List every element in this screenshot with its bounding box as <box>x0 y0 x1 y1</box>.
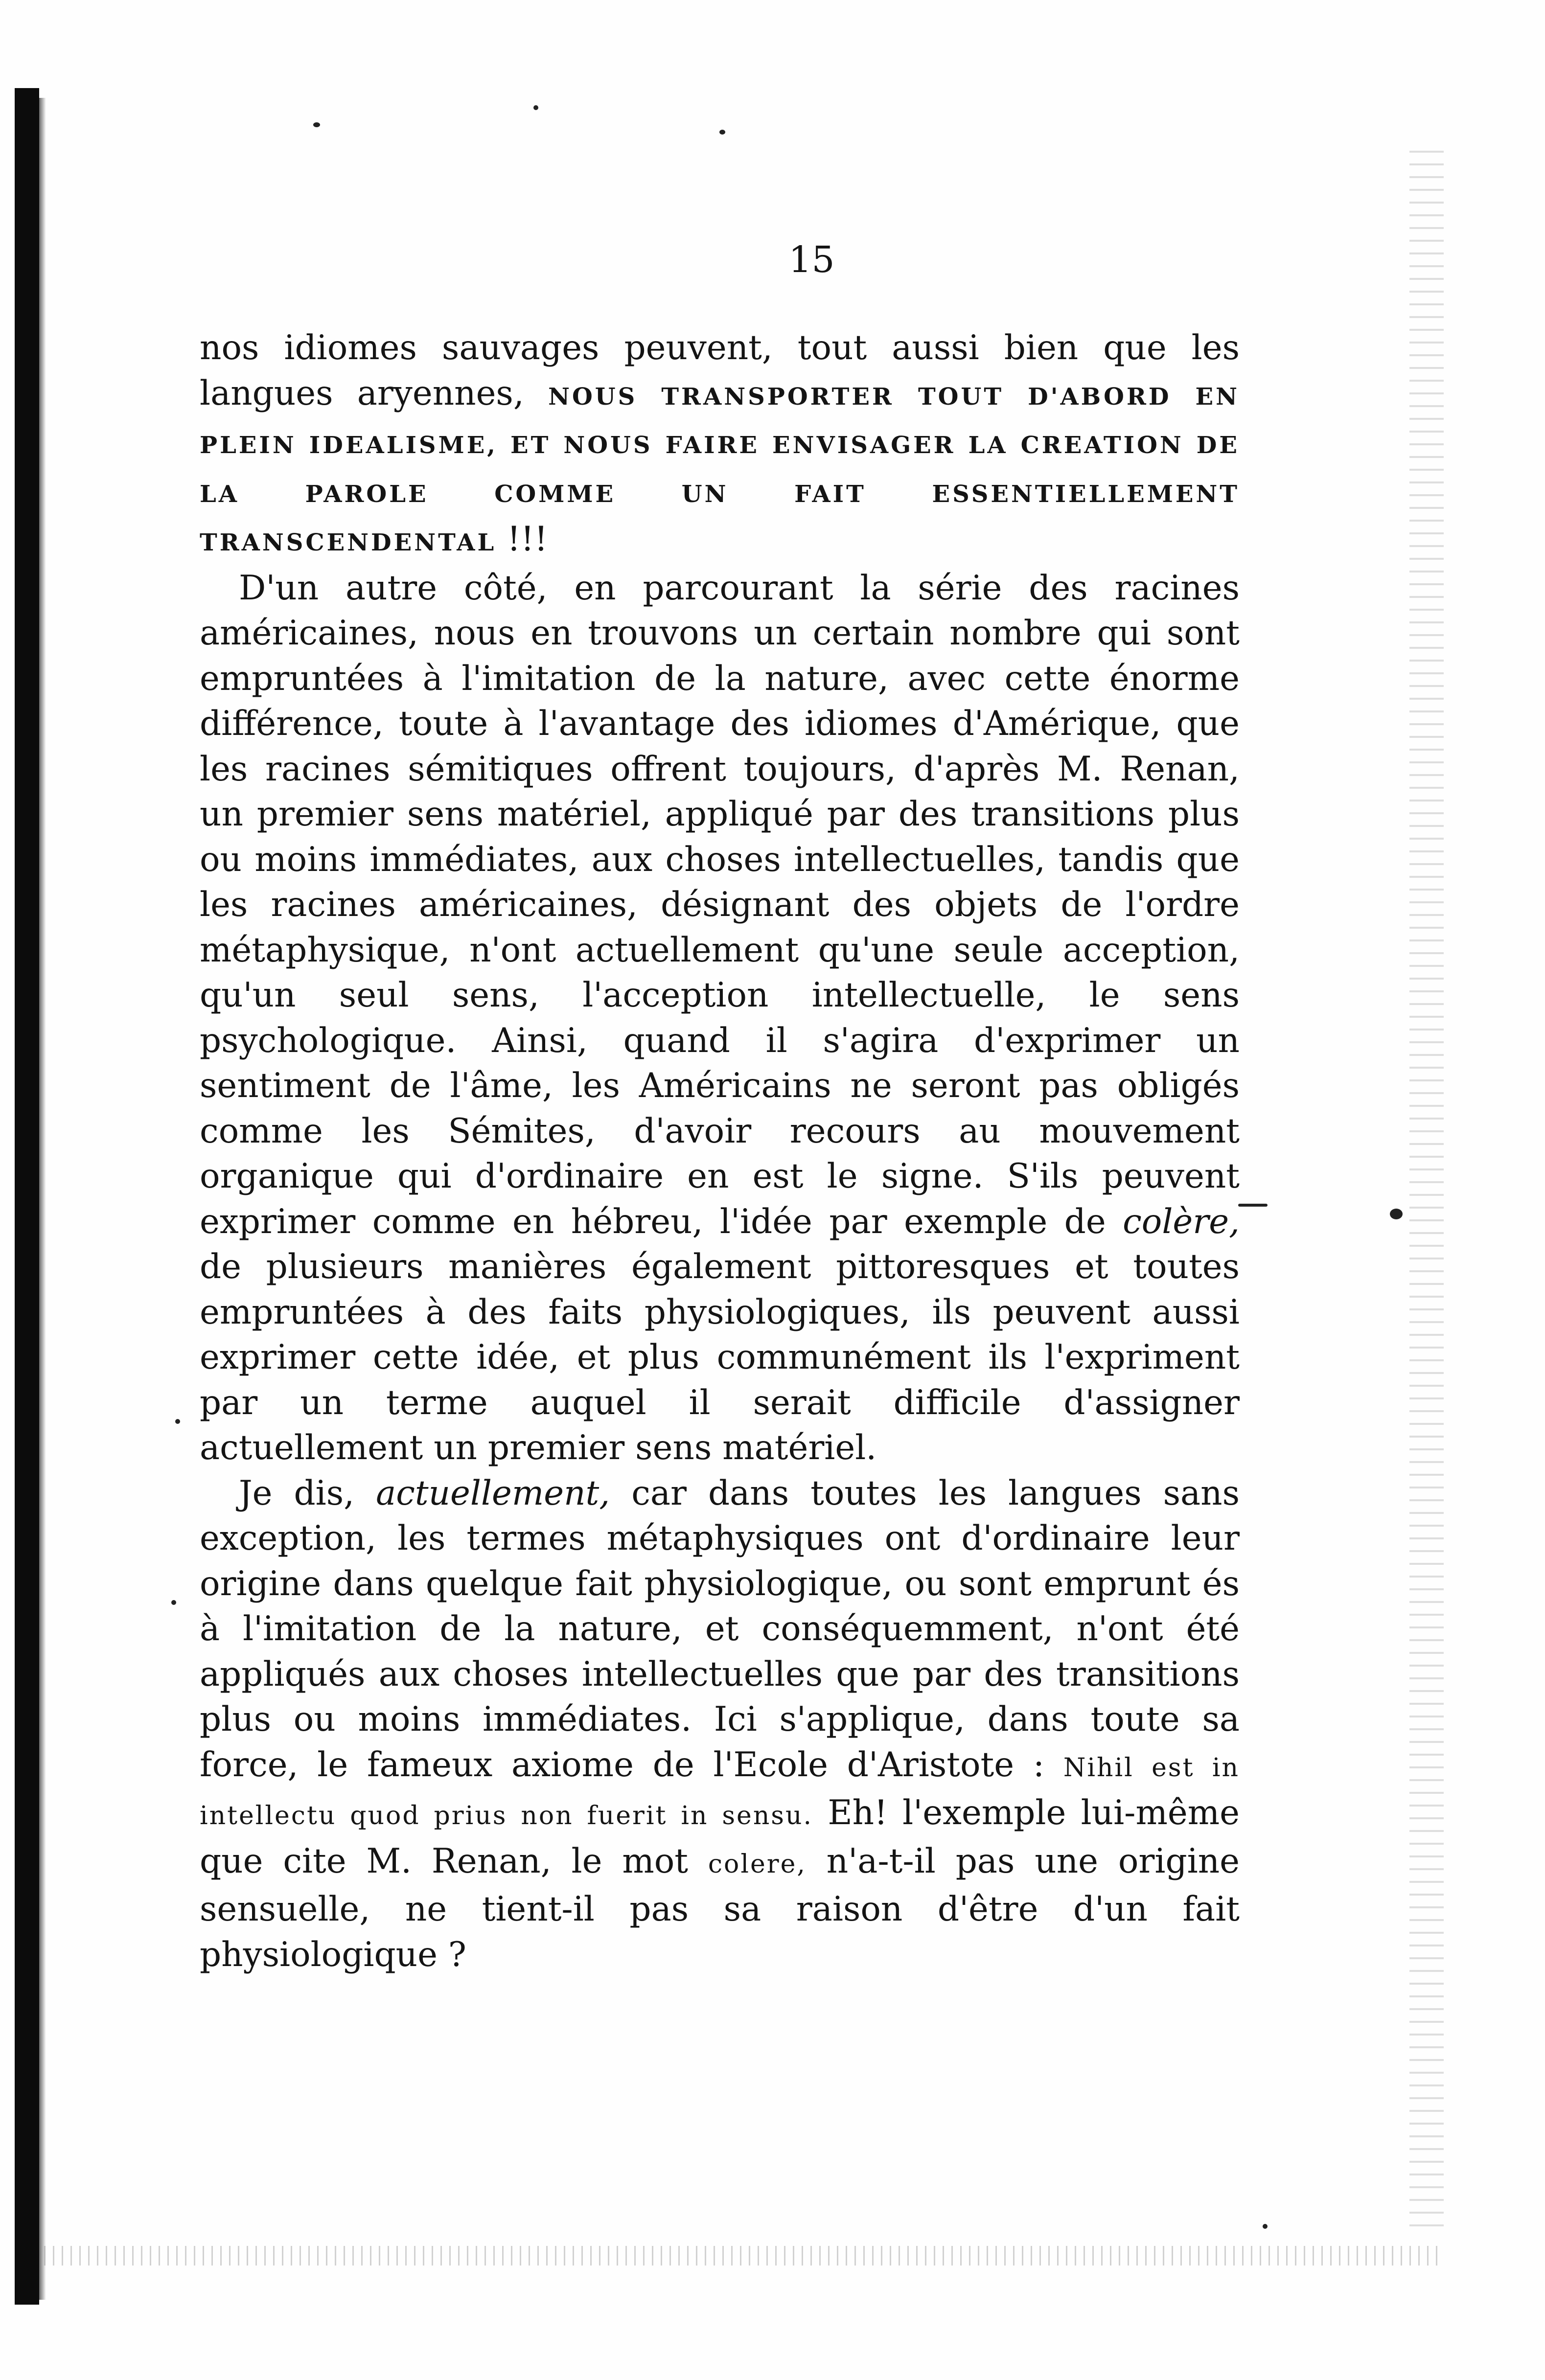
paragraph-1-small-caps: NOUS TRANSPORTER TOUT D'ABORD EN PLEIN IDEALISME, ET NOUS FAIRE ENVISAGER LA CREATION DE LA PAROLE COMME UN FAIT ESSENTIELLEMENT TRANSCENDENTAL <box>200 383 1240 556</box>
scan-speck <box>1390 1209 1403 1219</box>
paragraph-2-text: D'un autre côté, en parcourant la série des racines américaines, nous en trouvons un certain nombre qui sont empruntées à l'imitation de la nature, avec cette énorme différence, toute à l'avantage des idiomes d'Amérique, que les racines sémitiques offrent toujours, d'après M. Renan, un premier sens matériel, appliqué par des transitions plus ou moins immédiates, aux choses intellectuelles, tandis que les racines américaines, désignant des objets de l'ordre métaphysique, n'ont actuellement qu'une seule acception, qu'un seul sens, l'acception intellectuelle, le sens psychologique. Ainsi, quand il s'agira d'exprimer un sentiment de l'âme, les Américains ne seront pas obligés comme les Sémites, d'avoir recours au mouvement organique qui d'ordinaire en est le signe. S'ils peuvent exprimer comme en hébreu, l'idée par exemple de <box>200 568 1240 1241</box>
page-number: 15 <box>788 239 835 281</box>
binding-edge <box>15 88 39 2305</box>
scan-speck <box>1238 1204 1268 1207</box>
page-edge-bottom <box>44 2246 1444 2266</box>
page-edge-right <box>1409 147 1444 2226</box>
body-text <box>200 325 1240 1977</box>
paragraph-1-text: nos idiomes sauvages peuvent, tout aussi bien que les langues aryennes, <box>200 328 1240 413</box>
paragraph-2 <box>200 566 1240 1471</box>
paragraph-3 <box>200 1471 1240 1978</box>
paragraph-3-italic: actuellement, <box>376 1473 610 1513</box>
paragraph-2-text-end: de plusieurs manières également pittoresques et toutes empruntées à des faits physiologiques, ils peuvent aussi exprimer cette idée, et plus communément ils l'expriment par un terme auquel il serait difficile d'assigner actuellement un premier sens matériel. <box>200 1247 1240 1467</box>
paragraph-3-text: Je dis, <box>239 1473 376 1513</box>
paragraph-1-exclamations: !!! <box>496 520 548 559</box>
scan-speck <box>175 1419 180 1424</box>
scan-speck <box>1263 2224 1268 2229</box>
paragraph-2-italic: colère, <box>1123 1202 1240 1241</box>
word-colere: colere, <box>708 1849 807 1879</box>
paragraph-1 <box>200 325 1240 566</box>
scan-speck <box>171 1600 176 1605</box>
scan-speck <box>533 105 538 110</box>
paragraph-3-text-4: n'a-t-il pas une origine sensuelle, ne tient-il pas sa raison d'être d'un fait physiologique ? <box>200 1841 1240 1974</box>
scan-speck <box>719 130 725 135</box>
binding-shadow <box>39 98 46 2300</box>
latin-axiom: Nihil est in intellectu quod prius non fuerit in sensu. <box>200 1753 1240 1831</box>
paragraph-3-text-3: Eh! l'exemple lui-même que cite M. Renan, le mot <box>200 1793 1240 1881</box>
scan-speck <box>313 122 320 127</box>
paragraph-3-text-2: car dans toutes les langues sans exception, les termes métaphysiques ont d'ordinaire leur origine dans quelque fait physiologique, ou sont emprunt és à l'imitation de la nature, et conséquemment, n'ont été appliqués aux choses intellectuelles que par des transitions plus ou moins immédiates. Ici s'applique, dans toute sa force, le fameux axiome de l'Ecole d'Aristote : <box>200 1473 1240 1785</box>
